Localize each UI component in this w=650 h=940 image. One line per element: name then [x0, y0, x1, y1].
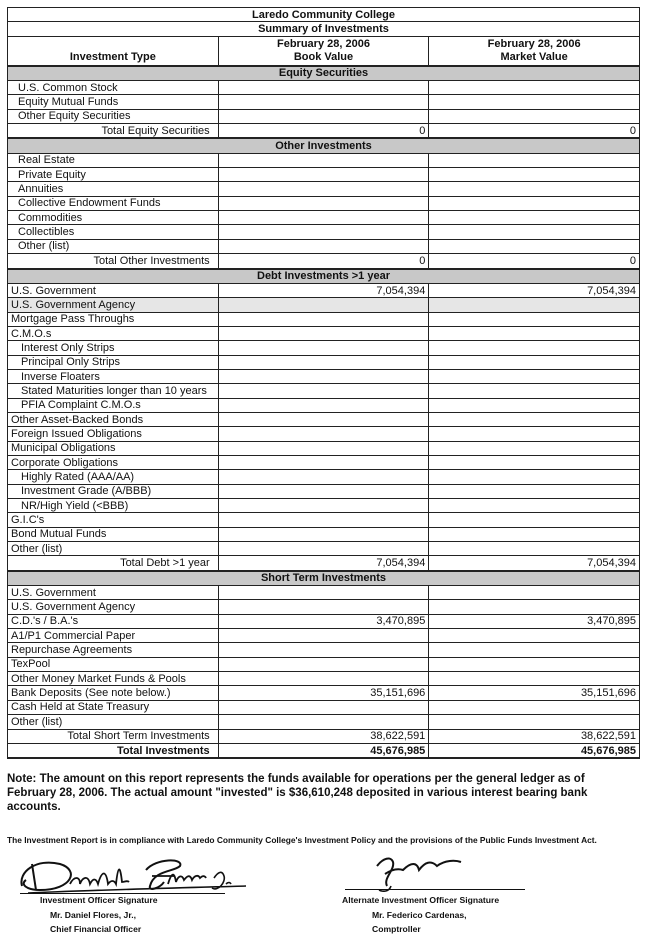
row-label: Total Other Investments	[8, 254, 219, 269]
row-label: Other (list)	[8, 542, 219, 556]
market-value: 38,622,591	[429, 729, 640, 743]
row-label: Commodities	[8, 211, 219, 225]
market-value: 7,054,394	[429, 283, 640, 297]
table-row	[8, 470, 640, 484]
market-label: Market Value	[500, 50, 568, 63]
table-row	[8, 355, 640, 369]
table-row	[8, 283, 640, 297]
row-label: Highly Rated (AAA/AA)	[8, 470, 219, 484]
section-equity-securities: Equity Securities	[8, 66, 640, 81]
row-label: TexPool	[8, 657, 219, 671]
book-value: 38,622,591	[218, 729, 429, 743]
table-row	[8, 168, 640, 182]
book-value: 0	[218, 124, 429, 139]
table-row	[8, 369, 640, 383]
table-row	[8, 499, 640, 513]
table-row-total	[8, 729, 640, 743]
right-handwritten-signature	[345, 848, 485, 892]
table-row	[8, 455, 640, 469]
row-label: C.D.'s / B.A.'s	[8, 614, 219, 628]
table-row	[8, 513, 640, 527]
market-value: 7,054,394	[429, 556, 640, 571]
table-row	[8, 239, 640, 253]
row-label: Mortgage Pass Throughs	[8, 312, 219, 326]
row-label: Total Debt >1 year	[8, 556, 219, 571]
table-row	[8, 672, 640, 686]
book-value: 35,151,696	[218, 686, 429, 700]
market-date: February 28, 2006	[487, 37, 581, 50]
row-label: Repurchase Agreements	[8, 643, 219, 657]
row-label: Stated Maturities longer than 10 years	[8, 384, 219, 398]
row-label: U.S. Government Agency	[8, 298, 219, 312]
book-date: February 28, 2006	[277, 37, 370, 50]
table-row	[8, 412, 640, 426]
section-debt-investments: Debt Investments >1 year	[8, 269, 640, 284]
table-row	[8, 527, 640, 541]
column-header-row	[8, 36, 640, 66]
right-signature-caption: Alternate Investment Officer Signature	[342, 895, 500, 905]
row-label: Other Equity Securities	[8, 109, 219, 123]
left-signer-name: Mr. Daniel Flores, Jr.,	[50, 909, 136, 920]
row-label: Cash Held at State Treasury	[8, 700, 219, 714]
investment-summary-table	[7, 7, 640, 759]
table-row	[8, 211, 640, 225]
row-label: U.S. Government	[8, 283, 219, 297]
row-label: Collectibles	[8, 225, 219, 239]
market-value: 0	[429, 124, 640, 139]
table-row	[8, 643, 640, 657]
table-row	[8, 225, 640, 239]
table-row-total	[8, 124, 640, 139]
row-label: Private Equity	[8, 168, 219, 182]
table-row	[8, 700, 640, 714]
table-row	[8, 95, 640, 109]
table-row	[8, 427, 640, 441]
table-row	[8, 657, 640, 671]
section-short-term-investments: Short Term Investments	[8, 571, 640, 586]
book-label: Book Value	[293, 50, 354, 63]
table-row-grand-total	[8, 743, 640, 758]
row-label: Real Estate	[8, 153, 219, 167]
col-investment-type: Investment Type	[8, 36, 219, 66]
table-row	[8, 298, 640, 312]
table-row-total	[8, 556, 640, 571]
right-signature-block	[342, 893, 499, 937]
row-label: G.I.C's	[8, 513, 219, 527]
section-other-investments: Other Investments	[8, 138, 640, 153]
row-label: U.S. Government	[8, 586, 219, 600]
row-label: A1/P1 Commercial Paper	[8, 629, 219, 643]
row-label: Other Money Market Funds & Pools	[8, 672, 219, 686]
row-label: Corporate Obligations	[8, 455, 219, 469]
table-row	[8, 586, 640, 600]
table-row	[8, 384, 640, 398]
table-row	[8, 312, 640, 326]
market-value: 3,470,895	[429, 614, 640, 628]
row-label: Inverse Floaters	[8, 369, 219, 383]
table-row	[8, 600, 640, 614]
table-row-total	[8, 254, 640, 269]
table-row	[8, 326, 640, 340]
table-row	[8, 686, 640, 700]
row-label: Equity Mutual Funds	[8, 95, 219, 109]
row-label: Bank Deposits (See note below.)	[8, 686, 219, 700]
left-signature-caption: Investment Officer Signature	[40, 895, 158, 905]
row-label: U.S. Common Stock	[8, 81, 219, 95]
row-label: Bond Mutual Funds	[8, 527, 219, 541]
book-value: 3,470,895	[218, 614, 429, 628]
book-value: 7,054,394	[218, 283, 429, 297]
report-title: Laredo Community College	[8, 8, 640, 22]
table-row	[8, 441, 640, 455]
row-label: C.M.O.s	[8, 326, 219, 340]
row-label: Other Asset-Backed Bonds	[8, 412, 219, 426]
row-label: Municipal Obligations	[8, 441, 219, 455]
table-row	[8, 341, 640, 355]
table-row	[8, 81, 640, 95]
right-signer-name: Mr. Federico Cardenas,	[372, 909, 467, 920]
row-label: Collective Endowment Funds	[8, 196, 219, 210]
right-signer-title: Comptroller	[372, 924, 421, 934]
book-value: 7,054,394	[218, 556, 429, 571]
row-label: NR/High Yield (<BBB)	[8, 499, 219, 513]
row-label: PFIA Complaint C.M.O.s	[8, 398, 219, 412]
col-book-value	[218, 36, 429, 66]
table-row	[8, 196, 640, 210]
row-label: Total Equity Securities	[8, 124, 219, 139]
table-row	[8, 715, 640, 729]
col-market-value	[429, 36, 640, 66]
right-signature-line	[345, 889, 525, 890]
left-signer-title: Chief Financial Officer	[50, 924, 142, 934]
row-label: Annuities	[8, 182, 219, 196]
book-value: 0	[218, 254, 429, 269]
row-label: Total Investments	[8, 743, 219, 758]
row-label: Other (list)	[8, 715, 219, 729]
table-row	[8, 153, 640, 167]
table-row	[8, 109, 640, 123]
market-value: 45,676,985	[429, 743, 640, 758]
table-row	[8, 614, 640, 628]
table-row	[8, 542, 640, 556]
compliance-statement: The Investment Report is in compliance with Laredo Community College's Investment Policy and the provisions of the Public Funds Investment Act.	[7, 835, 597, 845]
table-row	[8, 484, 640, 498]
table-row	[8, 398, 640, 412]
row-label: Foreign Issued Obligations	[8, 427, 219, 441]
row-label: Principal Only Strips	[8, 355, 219, 369]
left-signature-block	[40, 893, 157, 937]
table-row	[8, 629, 640, 643]
row-label: U.S. Government Agency	[8, 600, 219, 614]
book-value: 45,676,985	[218, 743, 429, 758]
row-label: Total Short Term Investments	[8, 729, 219, 743]
report-note: Note: The amount on this report represents the funds available for operations per the general ledger as of February 28, 2006. The actual amount "invested" is $36,610,248 deposited in various interest bearing bank accounts.	[7, 773, 588, 813]
row-label: Investment Grade (A/BBB)	[8, 484, 219, 498]
table-row	[8, 182, 640, 196]
report-subtitle: Summary of Investments	[8, 22, 640, 36]
market-value: 35,151,696	[429, 686, 640, 700]
row-label: Interest Only Strips	[8, 341, 219, 355]
row-label: Other (list)	[8, 239, 219, 253]
market-value: 0	[429, 254, 640, 269]
left-handwritten-signature	[14, 852, 264, 897]
